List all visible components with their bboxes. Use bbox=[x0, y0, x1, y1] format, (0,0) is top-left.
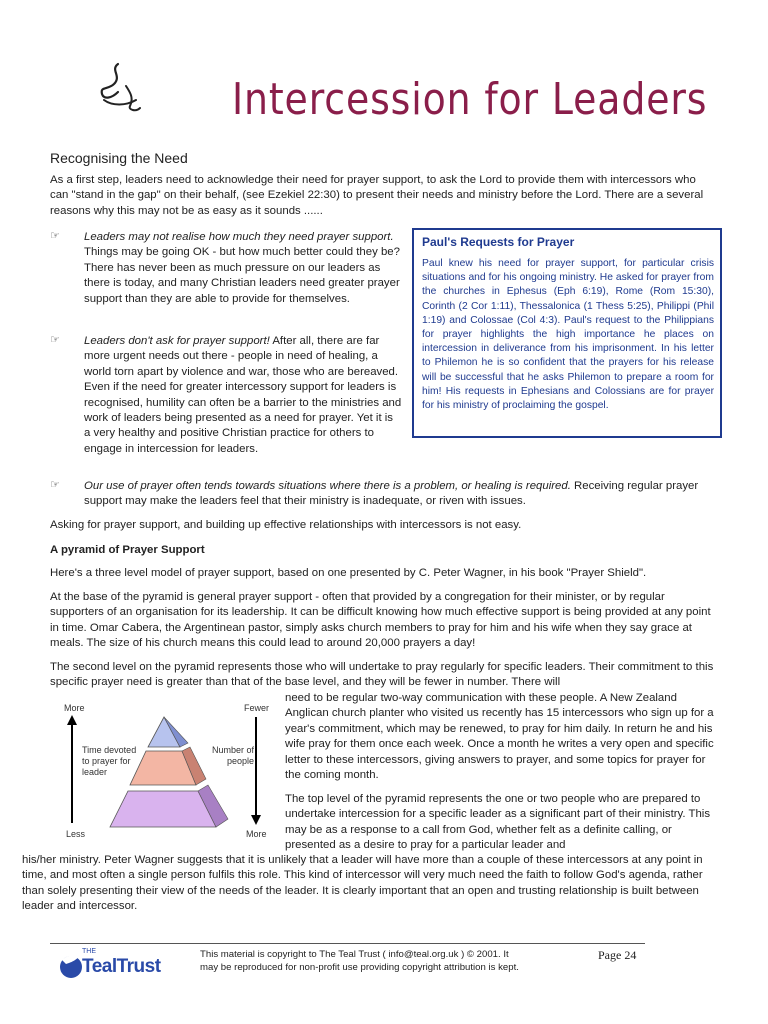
bullet-3 bbox=[84, 479, 714, 510]
box-title: Paul's Requests for Prayer bbox=[422, 235, 575, 249]
logo-name: TealTrust bbox=[82, 956, 161, 977]
down-arrow-icon bbox=[251, 717, 261, 825]
left-axis-label-line: Time devoted bbox=[82, 745, 137, 755]
copyright-line-1: This material is copyright to The Teal Trust ( info@teal.org.uk ) © 2001. It bbox=[200, 949, 509, 960]
bullet-3-text: Receiving regular prayer support may make the leaders feel that their ministry is inadequate, or riven with issues. bbox=[84, 480, 699, 508]
right-bottom-label: More bbox=[246, 829, 267, 839]
pyramid-top-level-paragraph: The top level of the pyramid represents the one or two people who are prepared to undertake intercession for a specific leader as a significant part of their ministry. This may be as a response to a call from God, whether felt as a definite calling, or presented as a desire to pray for a particular leader and bbox=[285, 793, 711, 852]
pointing-hand-icon: ☞ bbox=[50, 230, 60, 242]
pyramid-second-level-continued: need to be regular two-way communication with these people. A New Zealand Anglican church planter who visited us recently has 15 intercessors who sign up for a year's commitment, which may be renewed, to pray for him daily. In return he and his wife pray for them once each week. Once a month he writes a very open and specific letter to these intercessors, giving answers to prayer, and some topics for prayer for the coming month. bbox=[285, 692, 714, 782]
pyramid-top-level-continued: his/her ministry. Peter Wagner suggests that it is unlikely that a leader will have more than a couple of these intercessors at any point in time, and most often a single person fulfils this role. This kind of intercessor will very much need the faith to follow God's agenda, rather than solely presenting their view of the needs of the leader. It is clearly important that an open and trusting relationship is built between leader and intercessor. bbox=[22, 854, 703, 913]
pyramid-diagram bbox=[60, 703, 278, 843]
bullet-2-text: After all, there are far more urgent needs out there - people in need of healing, a world torn apart by violence and war, those who are bereaved. Even if the need for greater intercessory support for leaders is recognised, humility can often be a barrier to the ministries and work of leaders being presented as a need for prayer. Yet it is a very healthy and positive Christian practice for others to engage in intercession for leaders. bbox=[84, 335, 402, 455]
bullet-1-lead: Leaders may not realise how much they need prayer support. bbox=[84, 231, 394, 243]
page-number: Page 24 bbox=[598, 948, 637, 962]
left-axis-label bbox=[82, 745, 146, 778]
teal-trust-logo bbox=[58, 948, 178, 984]
pyramid-base-paragraph: At the base of the pyramid is general prayer support - often that provided by a congregation for their minister, or by regular supporters of an organisation for its leadership. It can be difficult knowing how much effective support is being provided at any point in time. Omar Cabera, the Argentinean pastor, simply asks church members to pray for him and his wife when they say grace at meals. The size of his church means this could lead to around 20,000 prayers a day! bbox=[50, 591, 711, 650]
right-axis-label-line: people bbox=[226, 756, 254, 766]
logo-the: THE bbox=[82, 948, 96, 955]
page-title: Intercession for Leaders bbox=[232, 74, 708, 125]
dove-logo-icon bbox=[96, 56, 156, 126]
right-axis-label-line: Number of bbox=[211, 745, 254, 755]
left-axis-label-line: to prayer for bbox=[82, 756, 131, 766]
intro-paragraph: As a first step, leaders need to acknowledge their need for prayer support, to ask the Lord to provide them with intercessors who can "stand in the gap" on their behalf, (see Ezekiel 22:30) to present their needs and ministry before the Lord. There are a several reasons why this may not be as easy as it sounds ...... bbox=[50, 174, 704, 217]
bullet-2 bbox=[84, 334, 402, 457]
bullet-1 bbox=[84, 230, 402, 307]
box-text: Paul knew his need for prayer support, for particular crisis situations and for his ongoing ministry. He asked for prayer from the churches in Ephesus (Eph 6:19), Rome (Rom 15:30), Corinth (2 Cor 1:11), Thessalonica (1 Thess 5:25), Philippi (Phil 1:19) and Colossae (Col 4:3). Paul's request to the Philippians for prayer highlights the high importance he places on intercession in deliverance from his imprisonment. In his letter to Philemon he is so confident that the prayers for his release will be successful that he asks Philemon to prepare a room for him! His requests in Ephesians and Colossians are for prayer for his ministry of proclaiming the gospel. bbox=[422, 258, 714, 412]
bullet-1-text: Things may be going OK - but how much better could they be? There has never been as much pressure on our leaders as there is today, and many Christian leaders need greater prayer support than they are able to provide for themselves. bbox=[84, 246, 400, 305]
pyramid-second-level-paragraph: The second level on the pyramid represents those who will undertake to pray regularly for specific leaders. Their commitment to this specific prayer need is greater than that of the base level, and they will be fewer in number. There will bbox=[50, 661, 714, 689]
pyramid-base-level bbox=[110, 785, 228, 827]
pointing-hand-icon: ☞ bbox=[50, 334, 60, 346]
pauls-requests-box bbox=[412, 228, 722, 438]
up-arrow-icon bbox=[67, 715, 77, 823]
section-heading-pyramid: A pyramid of Prayer Support bbox=[50, 544, 205, 556]
pyramid-intro: Here's a three level model of prayer support, based on one presented by C. Peter Wagner, in his book "Prayer Shield". bbox=[50, 567, 647, 579]
right-top-label: Fewer bbox=[244, 703, 270, 713]
copyright-line-2: may be reproduced for non-profit use providing copyright attribution is kept. bbox=[200, 962, 519, 973]
bullet-2-lead: Leaders don't ask for prayer support! bbox=[84, 335, 270, 347]
left-bottom-label: Less bbox=[66, 829, 86, 839]
closing-paragraph: Asking for prayer support, and building up effective relationships with intercessors is not easy. bbox=[50, 519, 522, 531]
left-axis-label-line: leader bbox=[82, 767, 108, 777]
copyright-notice bbox=[200, 948, 590, 974]
pointing-hand-icon: ☞ bbox=[50, 479, 60, 491]
footer-rule bbox=[50, 943, 645, 944]
left-top-label: More bbox=[64, 703, 85, 713]
pyramid-top-level bbox=[148, 717, 188, 747]
right-axis-label bbox=[200, 745, 254, 767]
bullet-3-lead: Our use of prayer often tends towards situations where there is a problem, or healing is required. bbox=[84, 480, 571, 492]
section-heading-need: Recognising the Need bbox=[50, 150, 188, 166]
